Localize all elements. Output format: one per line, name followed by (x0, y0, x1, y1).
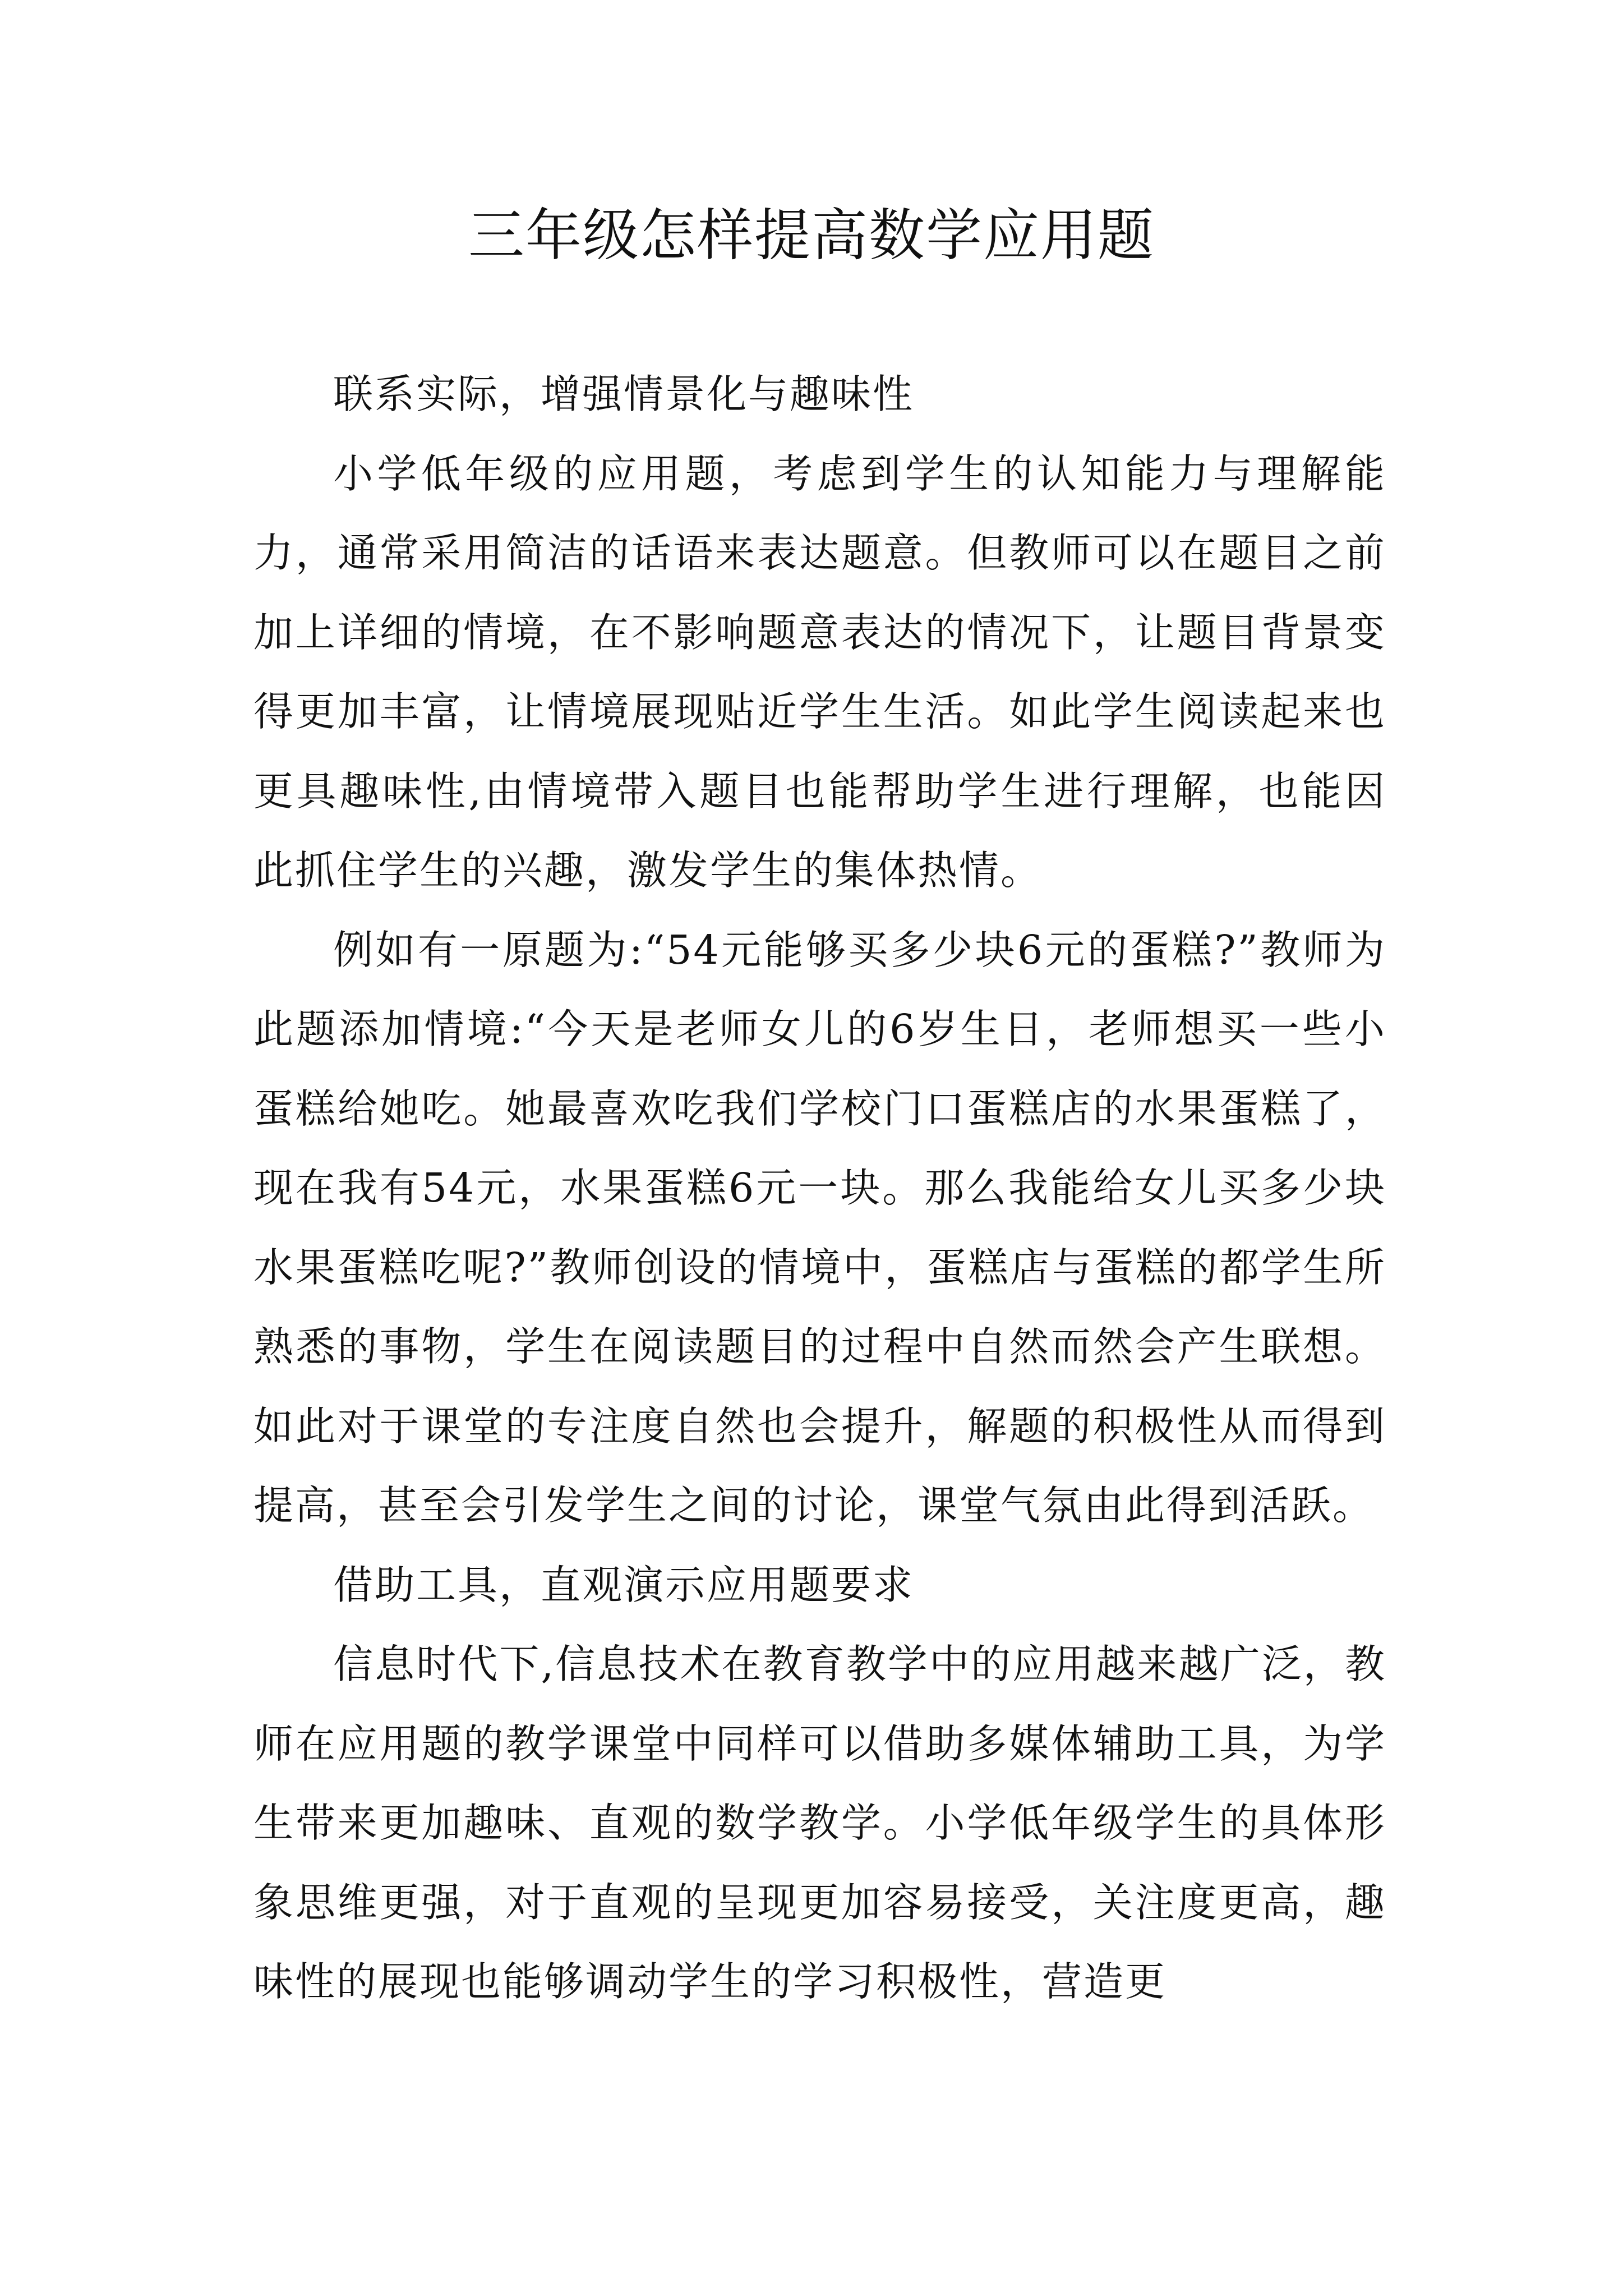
section-heading-2: 借助工具，直观演示应用题要求 (333, 1561, 915, 1608)
paragraph-3: 信息时代下,信息技术在教育教学中的应用越来越广泛，教师在应用题的教学课堂中同样可以借助多媒体辅助工具，为学生带来更加趣味、直观的数学教学。小学低年级学生的具体形象思维更强，对于直观的呈现更加容易接受，关注度更高，趣味性的展现也能够调动学生的学习积极性，营造更 (253, 1641, 1386, 2005)
section-heading-1: 联系实际，增强情景化与趣味性 (333, 371, 915, 417)
document-title: 三年级怎样提高数学应用题 (468, 203, 1155, 268)
paragraph-2: 例如有一原题为:“54元能够买多少块6元的蛋糕?”教师为此题添加情境:“今天是老师女儿的6岁生日，老师想买一些小蛋糕给她吃。她最喜欢吃我们学校门口蛋糕店的水果蛋糕了，现在我有54元，水果蛋糕6元一块。那么我能给女儿买多少块水果蛋糕吃呢?”教师创设的情境中，蛋糕店与蛋糕的都学生所熟悉的事物，学生在阅读题目的过程中自然而然会产生联想。如此对于课堂的专注度自然也会提升，解题的积极性从而得到提高，甚至会引发学生之间的讨论，课堂气氛由此得到活跃。 (253, 926, 1386, 1529)
document-body (253, 355, 1386, 2022)
paragraph-1: 小学低年级的应用题，考虑到学生的认知能力与理解能力，通常采用简洁的话语来表达题意。但教师可以在题目之前加上详细的情境，在不影响题意表达的情况下，让题目背景变得更加丰富，让情境展现贴近学生生活。如此学生阅读起来也更具趣味性,由情境带入题目也能帮助学生进行理解，也能因此抓住学生的兴趣，激发学生的集体热情。 (253, 450, 1386, 894)
